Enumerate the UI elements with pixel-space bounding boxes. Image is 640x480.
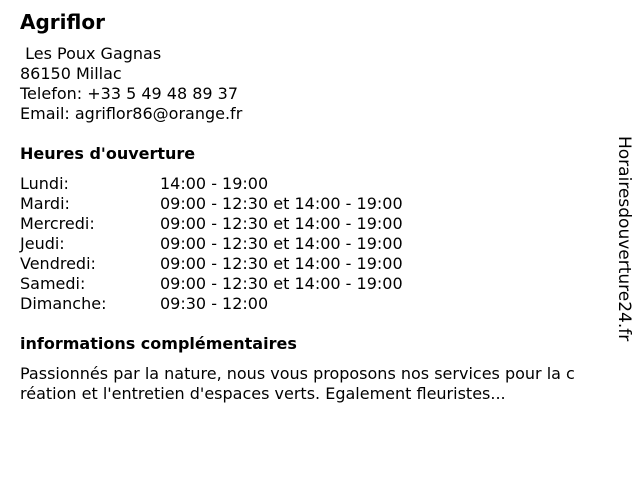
time-range: 09:00 - 12:30 et 14:00 - 19:00	[160, 194, 403, 213]
time-range: 09:00 - 12:30 et 14:00 - 19:00	[160, 274, 403, 293]
watermark-text: Horairesdouverture24.fr	[614, 136, 634, 342]
time-range: 09:00 - 12:30 et 14:00 - 19:00	[160, 234, 403, 253]
business-name: Agriflor	[20, 10, 105, 34]
business-description	[20, 364, 630, 404]
hours-row-wednesday	[20, 214, 403, 234]
description-line: Passionnés par la nature, nous vous proposons nos services pour la c	[20, 364, 575, 383]
hours-row-sunday	[20, 294, 403, 314]
address-city: 86150 Millac	[20, 64, 122, 83]
hours-row-friday	[20, 254, 403, 274]
hours-row-thursday	[20, 234, 403, 254]
opening-hours-heading: Heures d'ouverture	[20, 144, 196, 163]
description-line: réation et l'entretien d'espaces verts. Egalement fleuristes...	[20, 384, 506, 403]
time-range: 09:00 - 12:30 et 14:00 - 19:00	[160, 214, 403, 233]
time-range: 09:00 - 12:30 et 14:00 - 19:00	[160, 254, 403, 273]
day-label: Samedi:	[20, 274, 86, 293]
phone-number: Telefon: +33 5 49 48 89 37	[20, 84, 239, 103]
site-watermark	[612, 136, 636, 344]
day-label: Vendredi:	[20, 254, 96, 273]
day-label: Mercredi:	[20, 214, 95, 233]
day-label: Dimanche:	[20, 294, 107, 313]
time-range: 14:00 - 19:00	[160, 174, 269, 193]
day-label: Jeudi:	[20, 234, 65, 253]
address-block	[20, 44, 242, 124]
time-range: 09:30 - 12:00	[160, 294, 269, 313]
day-label: Mardi:	[20, 194, 70, 213]
day-label: Lundi:	[20, 174, 69, 193]
hours-row-monday	[20, 174, 403, 194]
email-address: Email: agriflor86@orange.fr	[20, 104, 243, 123]
additional-info-heading: informations complémentaires	[20, 334, 297, 353]
address-street: Les Poux Gagnas	[20, 44, 162, 63]
opening-hours-table	[20, 174, 403, 314]
hours-row-saturday	[20, 274, 403, 294]
hours-row-tuesday	[20, 194, 403, 214]
